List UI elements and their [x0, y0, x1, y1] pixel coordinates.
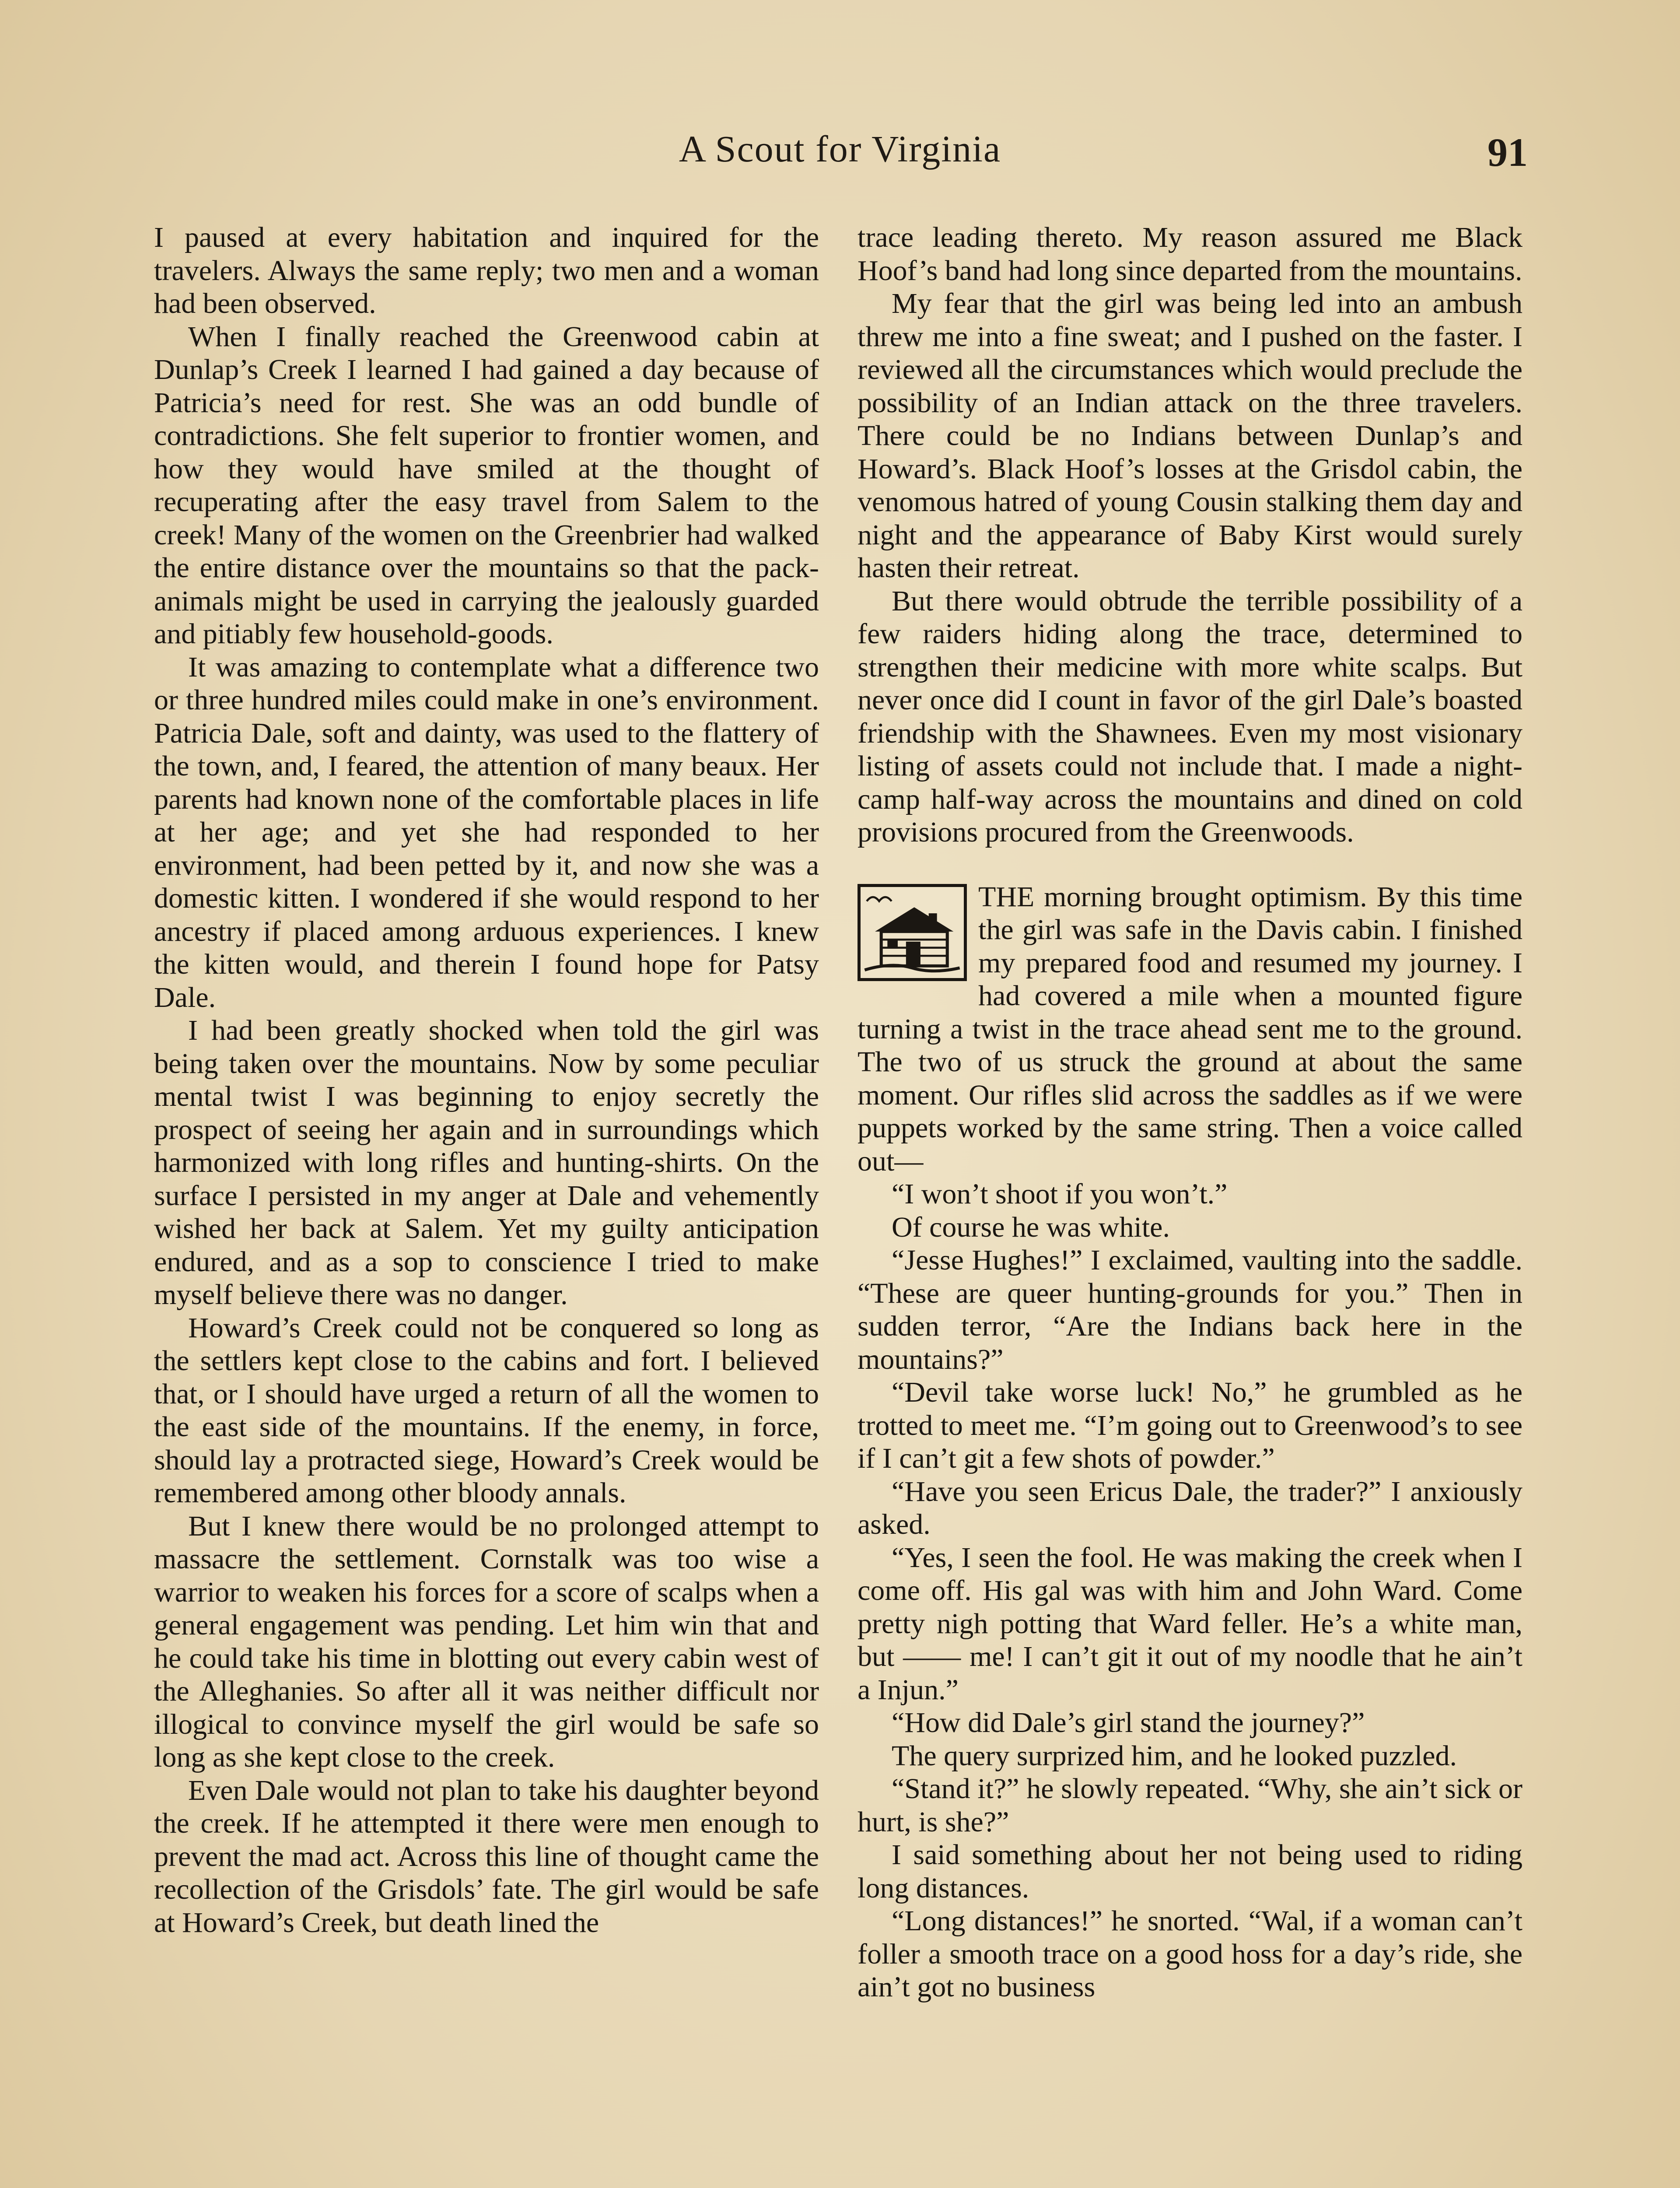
running-title: A Scout for Virginia	[679, 128, 1001, 170]
paragraph: The query surprized him, and he looked puzzled.	[892, 1739, 1457, 1772]
paragraph: trace leading thereto. My reason assured me Black Hoof’s band had long since departed from the mountains.	[858, 221, 1522, 287]
paragraph: It was amazing to contemplate what a difference two or three hundred miles could make in one’s environment. Patricia Dale, soft and dainty, was used to the flattery of the town, and, I feared, the attention of many beaux. Her parents had known none of the comfortable places in life at her age; and yet she had responded to her environment, had been petted by it, and now she was a domestic kitten. I wondered if she would respond to her ancestry if placed among arduous experiences. I knew the kitten would, and therein I found hope for Patsy Dale.	[154, 651, 819, 1013]
paragraph: I paused at every habitation and inquired for the travelers. Always the same reply; two men and a woman had been observed.	[154, 221, 819, 319]
dropcap-paragraph: THE morning brought optimism. By this time the girl was safe in the Davis cabin. I finished my prepared food and resumed my journey. I had covered a mile when a mounted figure turning a twist in the trace ahead sent me to the ground. The two of us struck the ground at about the same moment. Our rifles slid across the saddles as if we were puppets worked by the same string. Then a voice called out—	[858, 880, 1522, 1177]
paragraph: “Devil take worse luck! No,” he grumbled as he trotted to meet me. “I’m going out to Greenwood’s to see if I can’t git a few shots of powder.”	[858, 1376, 1522, 1474]
paragraph: Of course he was white.	[892, 1211, 1170, 1243]
paragraph: But I knew there would be no prolonged attempt to massacre the settlement. Cornstalk was too wise a warrior to weaken his forces for a score of scalps when a general engagement was pending. Let him win that and he could take his time in blotting out every cabin west of the Alleghanies. So after all it was neither difficult nor illogical to convince myself the girl would be safe so long as she kept close to the creek.	[154, 1510, 819, 1773]
paragraph: Howard’s Creek could not be conquered so long as the settlers kept close to the cabins and fort. I believed that, or I should have urged a return of all the women to the east side of the mountains. If the enemy, in force, should lay a protracted siege, Howard’s Creek would be remembered among other bloody annals.	[154, 1311, 819, 1509]
paragraph: “Stand it?” he slowly repeated. “Why, she ain’t sick or hurt, is she?”	[858, 1773, 1522, 1838]
right-column	[858, 221, 1522, 2004]
paragraph: “Yes, I seen the fool. He was making the creek when I come off. His gal was with him and John Ward. Come pretty nigh potting that Ward feller. He’s a white man, but —— me! I can’t git it out of my noodle that he ain’t a Injun.”	[858, 1541, 1522, 1706]
paragraph: I said something about her not being used to riding long distances.	[858, 1839, 1522, 1904]
paragraph: My fear that the girl was being led into an ambush threw me into a fine sweat; and I pushed on the faster. I reviewed all the circumstances which would preclude the possibility of an Indian attack on the three travelers. There could be no Indians between Dunlap’s and Howard’s. Black Hoof’s losses at the Grisdol cabin, the venomous hatred of young Cousin stalking them day and night and the appearance of Baby Kirst would surely hasten their retreat.	[858, 288, 1522, 584]
paragraph: But there would obtrude the terrible possibility of a few raiders hiding along the trace, determined to strengthen their medicine with more white scalps. But never once did I count in favor of the girl Dale’s boasted friendship with the Shawnees. Even my most visionary listing of assets could not include that. I made a night-camp half-way across the mountains and dined on cold provisions procured from the Greenwoods.	[858, 585, 1522, 848]
paragraph: Even Dale would not plan to take his daughter beyond the creek. If he attempted it there were men enough to prevent the mad act. Across this line of thought came the recollection of the Grisdols’ fate. The girl would be safe at Howard’s Creek, but death lined the	[154, 1774, 819, 1939]
left-column	[154, 221, 819, 1939]
paragraph: “I won’t shoot if you won’t.”	[892, 1178, 1228, 1210]
paragraph: “Long distances!” he snorted. “Wal, if a woman can’t foller a smooth trace on a good hoss for a day’s ride, she ain’t got no business	[858, 1905, 1522, 2003]
page-number: 91	[1488, 130, 1528, 175]
paragraph: “Jesse Hughes!” I exclaimed, vaulting into the saddle. “These are queer hunting-grounds for you.” Then in sudden terror, “Are the Indians back here in the mountains?”	[858, 1244, 1522, 1375]
paragraph: I had been greatly shocked when told the girl was being taken over the mountains. Now by some peculiar mental twist I was beginning to enjoy secretly the prospect of seeing her again and in surroundings which harmonized with long rifles and hunting-shirts. On the surface I persisted in my anger at Dale and vehemently wished her back at Salem. Yet my guilty anticipation endured, and as a sop to conscience I tried to make myself believe there was no danger.	[154, 1014, 819, 1311]
section-break	[858, 849, 1522, 880]
cabin-vignette-icon	[858, 884, 967, 981]
paragraph: When I finally reached the Greenwood cabin at Dunlap’s Creek I learned I had gained a day because of Patricia’s need for rest. She was an odd bundle of contradictions. She felt superior to frontier women, and how they would have smiled at the thought of recuperating after the easy travel from Salem to the creek! Many of the women on the Greenbrier had walked the entire distance over the mountains so that the pack-animals might be used in carrying the jealously guarded and pitiably few household-goods.	[154, 320, 819, 650]
paragraph: “Have you seen Ericus Dale, the trader?” I anxiously asked.	[858, 1475, 1522, 1540]
paragraph: “How did Dale’s girl stand the journey?”	[892, 1707, 1365, 1739]
